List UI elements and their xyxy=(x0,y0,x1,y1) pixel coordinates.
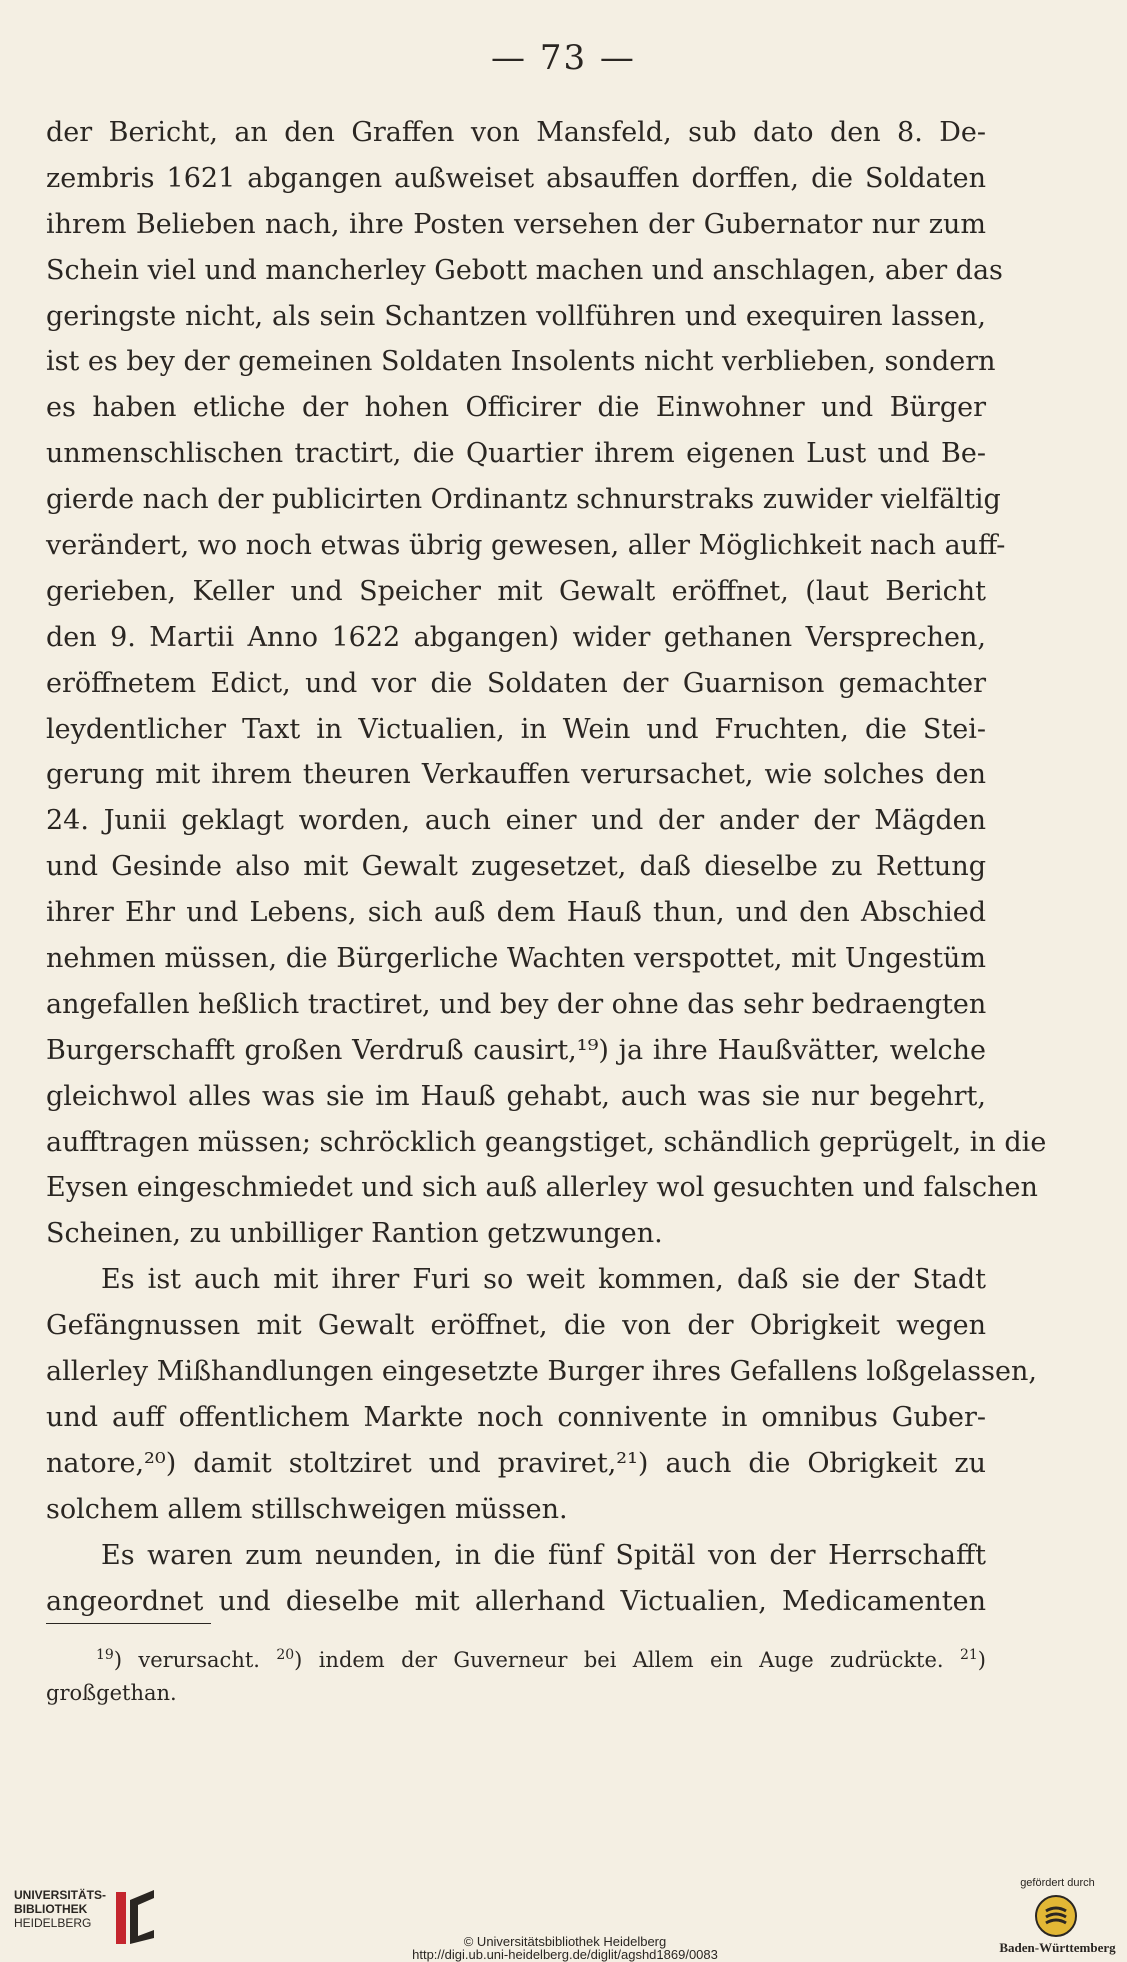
body-text xyxy=(46,110,1047,1624)
text-line: der Bericht, an den Graffen von Mansfeld, sub dato den 8. De- xyxy=(46,117,986,148)
footnote-text: ) indem der Guverneur bei Allem ein Auge zudrückte. xyxy=(294,1648,944,1672)
library-logo xyxy=(14,1888,106,1930)
page-number: — 73 — xyxy=(491,38,636,78)
text-line: allerley Mißhandlungen eingesetzte Burger ihres Gefallens loßgelassen, xyxy=(46,1356,1037,1388)
footnotes xyxy=(46,1636,986,1712)
source-url[interactable]: http://digi.ub.uni-heidelberg.de/diglit/agshd1869/0083 xyxy=(412,1947,718,1962)
footnote-divider xyxy=(46,1623,211,1624)
text-line: unmenschlischen tractirt, die Quartier ihrem eigenen Lust und Be- xyxy=(46,438,986,470)
text-line: angefallen heßlich tractiret, und bey der ohne das sehr bedraengten xyxy=(46,988,987,1020)
text-line: ihrer Ehr und Lebens, sich auß dem Hauß thun, und den Abschied xyxy=(46,897,986,929)
text-line: Es waren zum neunden, in die fünf Spitäl von der Herrschafft xyxy=(101,1539,986,1571)
funder-name: Baden-Württemberg xyxy=(999,1940,1116,1955)
text-line: 24. Junii geklagt worden, auch einer und der ander der Mägden xyxy=(46,805,986,837)
footnote-text: ) verursacht. xyxy=(113,1648,260,1672)
text-line: solchem allem stillschweigen müssen. xyxy=(46,1493,568,1525)
footnote-21 xyxy=(960,1648,986,1672)
text-line: den 9. Martii Anno 1622 abgangen) wider gethanen Versprechen, xyxy=(46,621,986,653)
funder-label: gefördert durch xyxy=(1020,1877,1095,1889)
text-line: Eysen eingeschmiedet und sich auß allerley wol gesuchten und falschen xyxy=(46,1172,1038,1204)
library-city: HEIDELBERG xyxy=(14,1916,92,1930)
state-coat-of-arms-icon xyxy=(1034,1894,1078,1938)
footnote-19 xyxy=(96,1648,260,1672)
text-line: leydentlicher Taxt in Victualien, in Wein und Fruchten, die Stei- xyxy=(46,713,986,745)
page-footer xyxy=(0,1860,1127,1962)
text-line: ihrem Belieben nach, ihre Posten versehen der Gubernator nur zum xyxy=(46,208,986,240)
text-line: Es ist auch mit ihrer Furi so weit kommen, daß sie der Stadt xyxy=(101,1264,986,1296)
text-line: gerieben, Keller und Speicher mit Gewalt eröffnet, (laut Bericht xyxy=(46,575,986,607)
footnote-marker: 21 xyxy=(959,1647,978,1663)
text-line: aufftragen müssen; schröcklich geangstiget, schändlich geprügelt, in die xyxy=(46,1126,1047,1158)
text-line: zembris 1621 abgangen außweiset absauffen dorffen, die Soldaten xyxy=(46,162,986,194)
text-line: ist es bey der gemeinen Soldaten Insolents nicht verblieben, sondern xyxy=(46,346,996,378)
text-line: natore,²⁰) damit stoltziret und praviret,²¹) auch die Obrigkeit zu xyxy=(46,1447,986,1479)
library-mark-icon xyxy=(116,1886,156,1944)
text-line: Schein viel und mancherley Gebott machen und anschlagen, aber das xyxy=(46,254,1003,286)
library-name: UNIVERSITÄTS- xyxy=(14,1888,107,1902)
footnote-line: großgethan. xyxy=(46,1681,177,1705)
text-line: geringste nicht, als sein Schantzen vollführen und exequiren lassen, xyxy=(46,300,986,332)
text-line: und Gesinde also mit Gewalt zugesetzet, daß dieselbe zu Rettung xyxy=(46,851,986,883)
text-line: eröffnetem Edict, und vor die Soldaten der Guarnison gemachter xyxy=(46,667,986,699)
text-line: gierde nach der publicirten Ordinantz schnurstraks zuwider vielfältig xyxy=(46,484,1001,516)
footnote-20 xyxy=(276,1648,943,1672)
text-line: Gefängnussen mit Gewalt eröffnet, die von der Obrigkeit wegen xyxy=(46,1310,986,1342)
footnote-marker: 19 xyxy=(96,1647,114,1663)
footnote-line xyxy=(46,1636,986,1674)
text-line: gleichwol alles was sie im Hauß gehabt, auch was sie nur begehrt, xyxy=(46,1080,986,1112)
text-line: Scheinen, zu unbilliger Rantion getzwungen. xyxy=(46,1218,663,1250)
text-line: angeordnet und dieselbe mit allerhand Victualien, Medicamenten xyxy=(46,1585,986,1617)
text-line: und auff offentlichem Markte noch connivente in omnibus Guber- xyxy=(46,1401,986,1433)
text-line: es haben etliche der hohen Officirer die Einwohner und Bürger xyxy=(46,392,986,424)
text-line: gerung mit ihrem theuren Verkauffen verursachet, wie solches den xyxy=(46,759,986,791)
text-line: verändert, wo noch etwas übrig gewesen, aller Möglichkeit nach auff- xyxy=(46,530,1006,562)
footnote-text: ) xyxy=(977,1648,986,1672)
copyright-notice: © Universitätsbibliothek Heidelberg xyxy=(463,1934,667,1949)
text-line: nehmen müssen, die Bürgerliche Wachten verspottet, mit Ungestüm xyxy=(46,943,986,975)
library-name: BIBLIOTHEK xyxy=(14,1902,88,1916)
text-line: Burgerschafft großen Verdruß causirt,¹⁹) ja ihre Haußvätter, welche xyxy=(46,1034,986,1066)
footnote-marker: 20 xyxy=(276,1647,295,1663)
copyright-block xyxy=(360,1935,770,1961)
